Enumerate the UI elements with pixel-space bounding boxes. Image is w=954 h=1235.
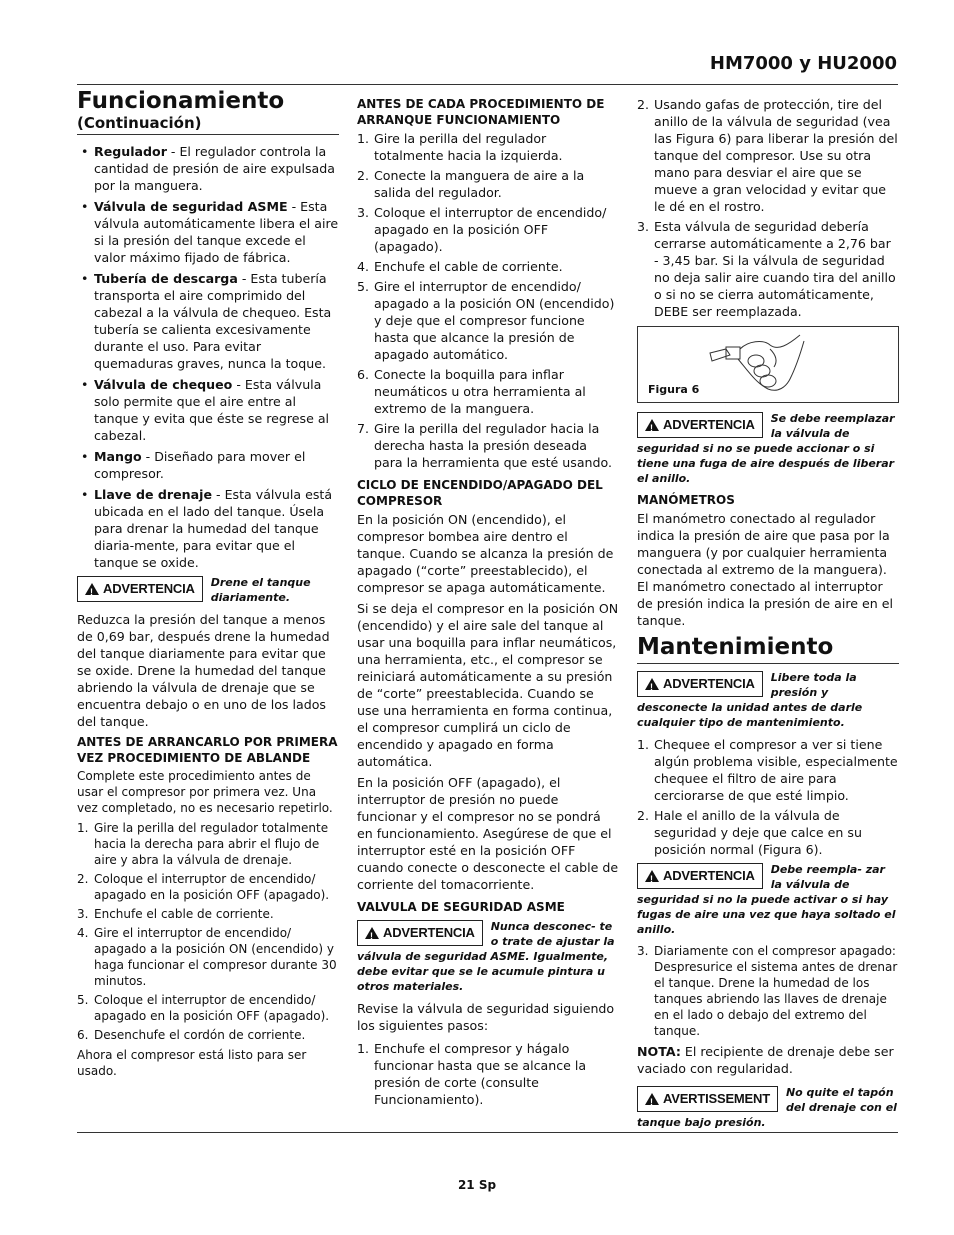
list-item: • Mango - Diseñado para mover el compresor.: [77, 448, 339, 482]
paragraph: En la posición OFF (apagado), el interruptor de presión no puede funcionar y el compresor no se pondrá en funcionamiento. Asegúrese de que el interruptor esté en la posición OFF cuando conecte o desconecte el cable de corriente del tomacorriente.: [357, 775, 619, 892]
paragraph: Ahora el compresor está listo para ser usado.: [77, 1048, 307, 1078]
warning-badge: ! ADVERTENCIA: [637, 412, 763, 438]
warning-triangle-icon: [365, 927, 379, 939]
paragraph: Reduzca la presión del tanque a menos de 0,69 bar, después drene la humedad del tanque diariamente para evitar que se oxide. Drene la humedad del tanque abriendo la válvula de drenaje que se encuentra debajo o en uno de los lados del tanque.: [77, 612, 330, 729]
list-item: 2. Usando gafas de protección, tire del anillo de la válvula de seguridad (vea las Figura 6) para liberar la presión del tanque del compresor. Use su otra mano para desviar el aire que se mueve a gran velocidad y evitar que le dé en el rostro.: [637, 97, 898, 214]
figure-6: [637, 326, 899, 403]
warning-triangle-icon: [645, 1093, 659, 1105]
list-item: • Válvula de seguridad ASME - Esta válvula automáticamente libera el aire si la presión del tanque excede el valor máximo fijado de fábrica.: [77, 198, 339, 266]
list-item: 1. Gire la perilla del regulador totalmente hacia la izquierda.: [357, 131, 563, 163]
warning-note: ! ADVERTENCIA Se debe reemplazar la válvula de seguridad si no se puede accionar o si tiene una fuga de aire después de liberar el anillo.: [637, 411, 899, 486]
subheading: ANTES DE ARRANCARLO POR PRIMERA VEZ PROCEDIMIENTO DE ABLANDE: [77, 735, 338, 765]
column-2: [357, 96, 619, 1112]
component-list: [77, 143, 339, 571]
note: NOTA: El recipiente de drenaje debe ser vaciado con regularidad.: [637, 1044, 894, 1076]
subheading: MANÓMETROS: [637, 493, 735, 507]
paragraph: En la posición ON (encendido), el compresor bombea aire dentro el tanque. Cuando se alcanza la presión de apagado (“corte” preestablecido), el compresor se apaga automáticamente.: [357, 512, 614, 595]
safety-valve-hand-illustration: [708, 331, 828, 399]
warning-note: ! ADVERTENCIA Libere toda la presión y desconecte la unidad antes de darle cualquier tipo de mantenimiento.: [637, 670, 899, 730]
paragraph: Revise la válvula de seguridad siguiendo los siguientes pasos:: [357, 1001, 615, 1033]
warning-badge: ! ADVERTENCIA: [77, 576, 203, 602]
list-item: 5. Coloque el interruptor de encendido/ apagado en la posición OFF (apagado).: [77, 993, 330, 1023]
warning-note: ! ADVERTENCIA Nunca desconec- te o trate de ajustar la válvula de seguridad ASME. Igualmente, debe evitar que se le acumule pintura u otros materiales.: [357, 919, 619, 994]
startup-steps: [357, 130, 619, 471]
list-item: 6. Desenchufe el cordón de corriente.: [77, 1028, 306, 1042]
paragraph: El manómetro conectado al regulador indica la presión de aire que pasa por la manguera (y por cualquier herramienta conectada al extremo de la manguera).: [637, 511, 890, 577]
list-item: 2. Coloque el interruptor de encendido/ apagado en la posición OFF (apagado).: [77, 872, 330, 902]
list-item: 3. Coloque el interruptor de encendido/ apagado en la posición OFF (apagado).: [357, 205, 607, 254]
warning-note: ! AVERTISSEMENT No quite el tapón del drenaje con el tanque bajo presión.: [637, 1085, 899, 1130]
warning-triangle-icon: [85, 583, 99, 595]
list-item: 4. Enchufe el cable de corriente.: [357, 259, 563, 274]
list-item: 1. Chequee el compresor a ver si tiene algún problema visible, especialmente chequee el filtro de aire para cerciorarse de que esté limpio.: [637, 737, 898, 803]
warning-badge: ! ADVERTENCIA: [357, 920, 483, 946]
warning-note: ! ADVERTENCIA Debe reempla- zar la válvula de seguridad si no la puede activar o si hay fugas de aire una vez que haya soltado el anillo.: [637, 862, 899, 937]
section-subtitle: (Continuación): [77, 114, 202, 132]
bottom-divider: [77, 1132, 898, 1133]
warning-badge: ! ADVERTENCIA: [637, 863, 763, 889]
list-item: • Tubería de descarga - Esta tubería transporta el aire comprimido del cabezal a la válvula de chequeo. Esta tubería se calienta excesivamente durante el uso. Para evitar quemaduras graves, nunca la toque.: [77, 270, 339, 372]
subheading: CICLO DE ENCENDIDO/APAGADO DEL COMPRESOR: [357, 478, 603, 508]
list-item: • Válvula de chequeo - Esta válvula solo permite que el aire entre al tanque y evita que éste se regrese al cabezal.: [77, 376, 339, 444]
top-divider: [77, 84, 898, 85]
list-item: 1. Enchufe el compresor y hágalo funcionar hasta que se alcance la presión de corte (consulte Funcionamiento).: [357, 1041, 587, 1107]
figure-caption: Figura 6: [648, 383, 700, 396]
section-title-maintenance: Mantenimiento: [637, 633, 899, 664]
warning-triangle-icon: [645, 870, 659, 882]
list-item: 3. Diariamente con el compresor apagado: Despresurice el sistema antes de drenar el tanque. Drene la humedad de los tanques abriendo las llaves de drenaje en el lado o debajo del extremo del tanque.: [637, 944, 898, 1038]
warning-triangle-icon: [645, 678, 659, 690]
list-item: 5. Gire el interruptor de encendido/ apagado a la posición ON (encendido) y deje que el compresor funcione hasta que alcance la presión de apagado automático.: [357, 279, 615, 362]
list-item: 2. Conecte la manguera de aire a la salida del regulador.: [357, 168, 585, 200]
subheading: ANTES DE CADA PROCEDIMIENTO DE ARRANQUE FUNCIONAMIENTO: [357, 97, 605, 127]
maintenance-steps: [637, 736, 899, 858]
list-item: • Llave de drenaje - Esta válvula está ubicada en el lado del tanque. Úsela para drenar la humedad del tanque diaria-mente, para evitar que el tanque se oxide.: [77, 486, 339, 571]
list-item: 4. Gire el interruptor de encendido/ apagado a la posición ON (encendido) y haga funcionar el compresor durante 30 minutos.: [77, 926, 337, 988]
list-item: • Regulador - El regulador controla la cantidad de presión de aire expulsada por la manguera.: [77, 143, 339, 194]
warning-badge: ! AVERTISSEMENT: [637, 1086, 778, 1112]
list-item: 3. Esta válvula de seguridad debería cerrarse automáticamente a 2,76 bar - 3,45 bar. Si la válvula de seguridad no deja salir aire cuando tira del anillo o si no se cierra automáticamente, DEBE ser reemplazada.: [637, 219, 896, 319]
warning-triangle-icon: [645, 419, 659, 431]
warning-badge: ! ADVERTENCIA: [637, 671, 763, 697]
list-item: 2. Hale el anillo de la válvula de seguridad y deje que calce en su posición normal (Figura 6).: [637, 808, 862, 857]
warning-note: ! ADVERTENCIA Drene el tanque diariamente.: [77, 575, 339, 605]
safety-valve-steps-cont: [637, 96, 899, 320]
page-header-model: HM7000 y HU2000: [709, 53, 897, 74]
safety-valve-steps: [357, 1040, 619, 1108]
column-1: [77, 88, 339, 1083]
list-item: 1. Gire la perilla del regulador totalmente hacia la derecha para abrir el flujo de aire y abra la válvula de drenaje.: [77, 821, 329, 867]
maintenance-steps-cont: [637, 943, 899, 1039]
list-item: 6. Conecte la boquilla para inflar neumáticos u otra herramienta al extremo de la manguera.: [357, 367, 586, 416]
paragraph: Si se deja el compresor en la posición ON (encendido) y el aire sale del tanque al usar una boquilla para inflar neumáticos, una herramienta, etc., el compresor se reiniciará automáticamente a su presión de “corte” preestablecida. Cuando se use una herramienta en forma continua, el compresor cumplirá un ciclo de encendido y apagado en forma automática.: [357, 601, 619, 769]
section-title: Funcionamiento: [77, 88, 285, 114]
list-item: 7. Gire la perilla del regulador hacia la derecha hasta la presión deseada para la herramienta que esté usando.: [357, 421, 613, 470]
page-number: 21 Sp: [457, 1178, 497, 1192]
column-3: [637, 96, 899, 1136]
paragraph: Complete este procedimiento antes de usar el compresor por primera vez. Una vez completado, no es necesario repetirlo.: [77, 769, 333, 815]
list-item: 3. Enchufe el cable de corriente.: [77, 907, 274, 921]
break-in-steps: [77, 820, 339, 1043]
paragraph: El manómetro conectado al interruptor de presión indica la presión de aire en el tanque.: [637, 579, 893, 628]
subheading: VALVULA DE SEGURIDAD ASME: [357, 900, 565, 914]
